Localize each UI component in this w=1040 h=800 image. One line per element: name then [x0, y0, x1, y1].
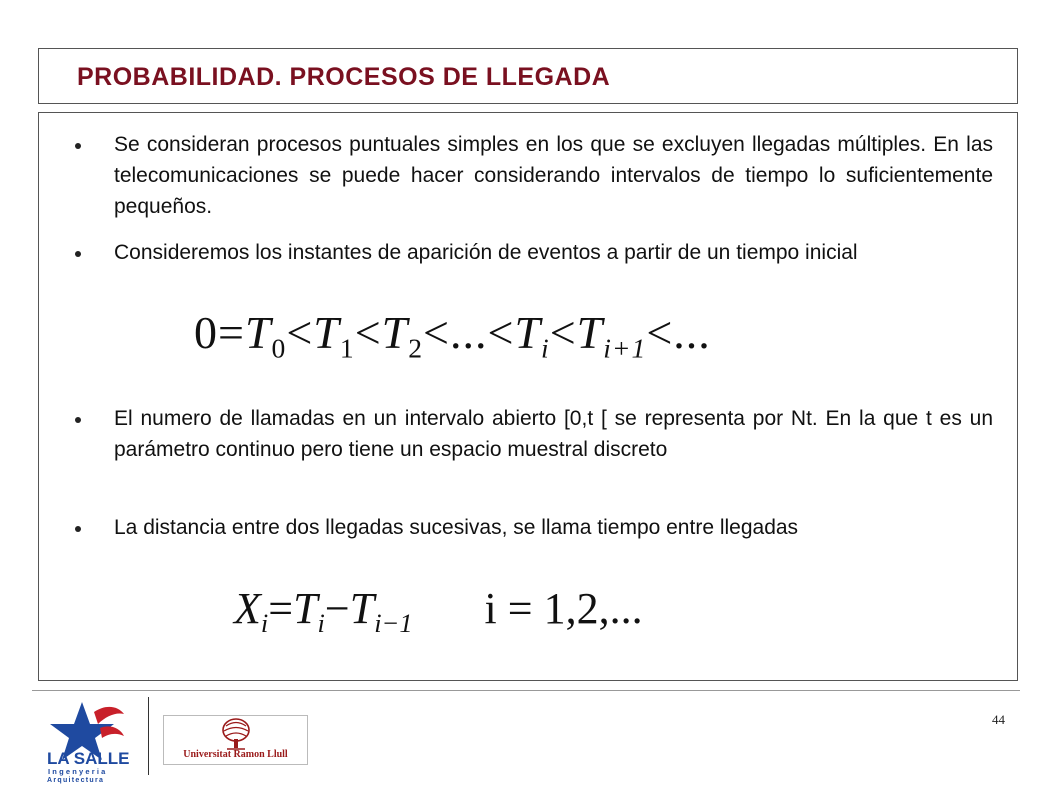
bullet-text: La distancia entre dos llegadas sucesivas, se llama tiempo entre llegadas [114, 516, 799, 539]
interarrival-formula: $X_i=T_i-T_{i-1}$ i = 1,2,... [234, 584, 643, 639]
content-box [38, 112, 1018, 681]
url-logo [163, 715, 308, 765]
bullet-dot-icon [75, 251, 81, 257]
page-number: 44 [992, 712, 1005, 727]
lasalle-star-icon [44, 694, 134, 784]
svg-text:LA SALLE: LA SALLE [47, 749, 130, 768]
logo-divider [148, 697, 149, 775]
svg-text:Ingenyeria: Ingenyeria [48, 767, 108, 776]
arrival-times-formula: $0=T_0<T_1<T_2<...<T_i<T_{i+1}<$... [194, 307, 711, 364]
svg-text:Arquitectura: Arquitectura [47, 777, 105, 784]
index-range: i = 1,2,... [484, 584, 643, 633]
url-name: Universitat Ramon Llull [183, 749, 288, 760]
lasalle-logo [44, 694, 134, 784]
title-box [38, 48, 1018, 104]
bullet-dot-icon [75, 143, 81, 149]
bullet-text: El numero de llamadas en un intervalo abierto [0,t [ se representa por Nt. En la que t es un parámetro continuo pero tiene un espacio muestral discreto [114, 407, 993, 461]
slide-title: PROBABILIDAD. PROCESOS DE LLEGADA [77, 63, 611, 91]
bullet-dot-icon [75, 526, 81, 532]
bullet-text: Consideremos los instantes de aparición de eventos a partir de un tiempo inicial [114, 241, 858, 264]
footer-divider [32, 690, 1020, 691]
tree-icon [164, 717, 309, 751]
bullet-dot-icon [75, 417, 81, 423]
bullet-text: Se consideran procesos puntuales simples en los que se excluyen llegadas múltiples. En las telecomunicaciones se puede hacer considerando intervalos de tiempo lo suficientemente pequeños. [114, 133, 993, 218]
